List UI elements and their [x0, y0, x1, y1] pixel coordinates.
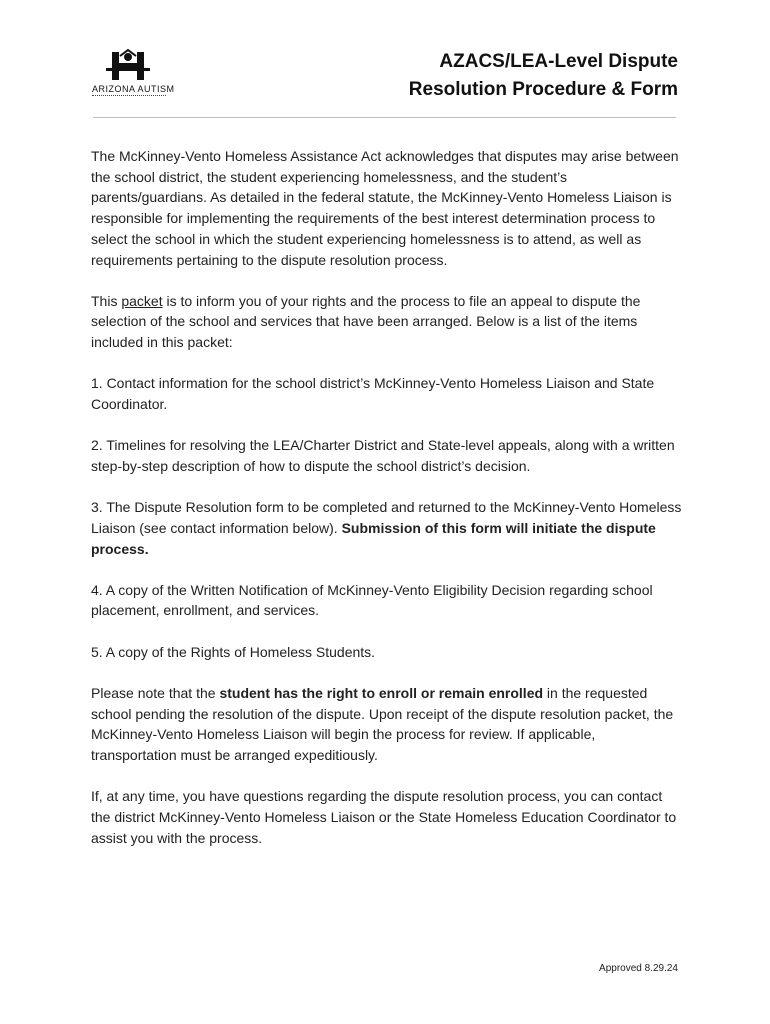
- note-text-after: in the requested school pending the resolution of the dispute. Upon receipt of the dispute resolution packet, the McKinney-Vento Homeless Liaison will begin the process for review. If applicable, transportation must be arranged expeditiously.: [91, 684, 674, 763]
- header-divider: [93, 117, 676, 118]
- note-paragraph: [91, 683, 683, 766]
- school-logo: [92, 48, 175, 102]
- logo-emblem-icon: [106, 48, 150, 84]
- item3-text: 3. The Dispute Resolution form to be completed and returned to the McKinney-Vento Homeless Liaison (see contact information below).: [91, 499, 682, 536]
- list-item-5: 5. A copy of the Rights of Homeless Students.: [91, 643, 376, 660]
- logo-subtitle-line: [92, 95, 166, 99]
- item3-bold-text: Submission of this form will initiate the dispute process.: [91, 519, 656, 557]
- list-item-1: 1. Contact information for the school district’s McKinney-Vento Homeless Liaison and State Coordinator.: [91, 375, 655, 413]
- list-item-4: 4. A copy of the Written Notification of McKinney-Vento Eligibility Decision regarding school placement, enrollment, and services.: [91, 581, 653, 619]
- packet-paragraph: [91, 291, 683, 353]
- title-line-2: Resolution Procedure & Form: [408, 79, 678, 100]
- page-title: [409, 48, 678, 104]
- title-line-1: AZACS/LEA-Level Dispute: [439, 51, 678, 72]
- logo-text: ARIZONA AUTISM: [92, 84, 175, 94]
- list-item-2: 2. Timelines for resolving the LEA/Charter District and State-level appeals, along with a written step-by-step description of how to dispute the school district’s decision.: [91, 437, 675, 474]
- list-item-3: [91, 497, 683, 559]
- packet-text-before: This: [91, 292, 122, 309]
- document-body: [91, 146, 683, 869]
- packet-link[interactable]: packet: [121, 292, 163, 309]
- questions-paragraph: If, at any time, you have questions regarding the dispute resolution process, you can contact the district McKinney-Vento Homeless Liaison or the State Homeless Education Coordinator to assist you with the process.: [91, 788, 677, 846]
- approved-date: Approved 8.29.24: [599, 963, 678, 974]
- note-text-before: Please note that the: [91, 684, 220, 701]
- packet-text-after: is to inform you of your rights and the process to file an appeal to dispute the selection of the school and services that have been arranged. Below is a list of the items included in this packet:: [91, 292, 641, 351]
- note-bold-text: student has the right to enroll or remain enrolled: [219, 684, 544, 701]
- intro-paragraph: The McKinney-Vento Homeless Assistance Act acknowledges that disputes may arise between the school district, the student experiencing homelessness, and the student’s parents/guardians. As detailed in the federal statute, the McKinney-Vento Homeless Liaison is responsible for implementing the requirements of the best interest determination process to select the school in which the student experiencing homelessness is to attend, as well as requirements pertaining to the dispute resolution process.: [91, 148, 679, 268]
